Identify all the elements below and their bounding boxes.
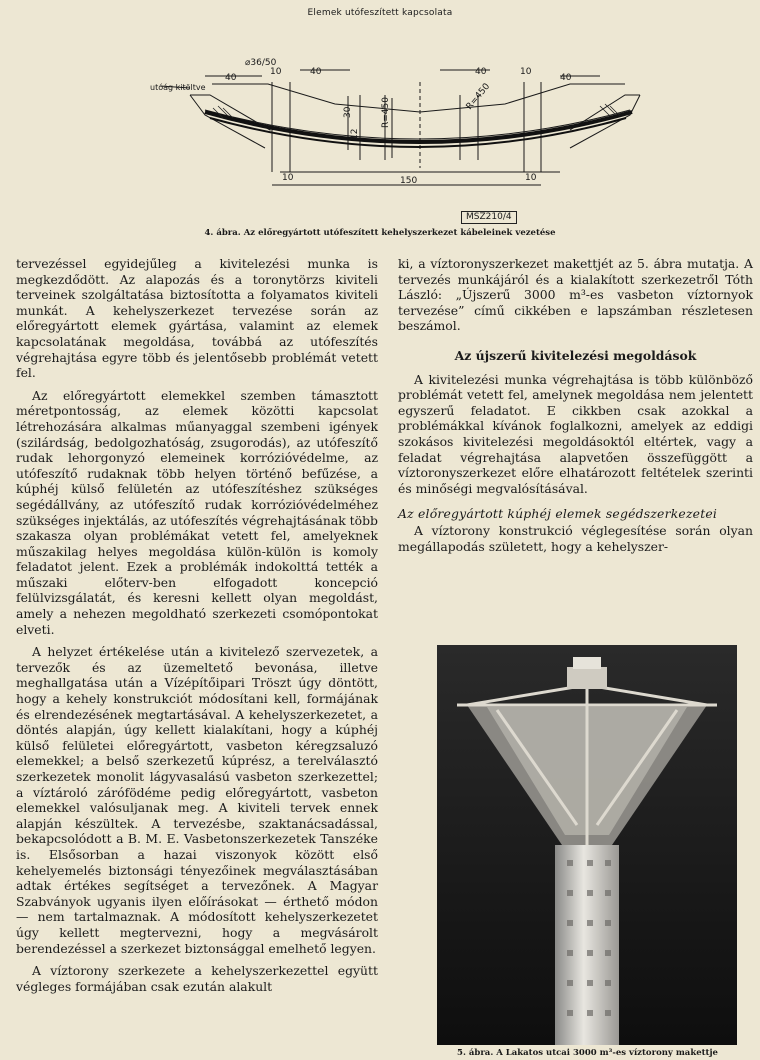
- paragraph: A víztorony konstrukció véglegesítése során olyan megállapodás született, hogy a kehelyszer-: [398, 522, 753, 554]
- standard-label: MSZ210/4: [461, 211, 517, 224]
- dim-label: 150: [400, 176, 418, 186]
- water-tower-model-photo: [437, 645, 737, 1045]
- figure-4: [0, 0, 760, 238]
- dim-label: 10: [520, 67, 532, 77]
- subheading: Az előregyártott kúphéj elemek segédszerkezetei: [398, 506, 718, 522]
- paragraph: A víztorony szerkezete a kehelyszerkezettel együtt végleges formájában csak ezután alakult: [16, 963, 378, 994]
- cable-detail-drawing: [0, 0, 760, 232]
- dim-label: 10: [525, 173, 537, 183]
- figure-caption: 5. ábra. A Lakatos utcai 3000 m³-es víztorony makettje: [457, 1048, 718, 1058]
- dim-label: 40: [310, 67, 322, 77]
- paragraph: Az előregyártott elemekkel szemben támasztott méretpontosság, az elemek közötti kapcsolat létrehozására alkalmas műanyaggal szembeni igények (szilárdság, bedolgozhatóság, zsugorodás), az utófeszítő rudak lehorgonyzó elemeinek korrózióvédelme, az utófeszítő rudaknak több helyen történő befűzése, a kúphéj külső felületén az utófeszítéshez szükséges segédállvány, az utófeszítő rudak korrózióvédelméhez szükséges injektálás, az utófeszítés végrehajtásának több szakasza olyan problémákat vetett fel, amelyeknek műszakilag helyes megoldása külön-külön is komoly feladatot jelent. Ezek a problémák indokolttá tették a műszaki előterv-ben elfogadott koncepció felülvizsgálatát, és keresni kellett olyan megoldást, amely a nehezen megoldható szerkezeti csomópontokat elveti.: [16, 387, 378, 637]
- paragraph: tervezéssel egyidejűleg a kivitelezési munka is megkezdődött. Az alapozás és a toronytörzs kiviteli terveinek szolgáltatása biztosította a folyamatos kiviteli munkát. A kehelyszerkezet tervezése során az előregyártott elemek gyártása, valamint az elemek kapcsolatának megoldása, továbbá az utófeszítés végrehajtása egyre több és jelentősebb problémát vetett fel.: [16, 256, 378, 381]
- paragraph: A helyzet értékelése után a kivitelező szervezetek, a tervezők és az üzemeltető bevonása, illetve meghallgatása után a Vízépítőipari Tröszt úgy döntött, hogy a kehely konstrukciót módosítani kell, formájának és elrendezésének megtartásával. A kehelyszerkezetet, a döntés alapján, úgy kellett kialakítani, hogy a kúphéj külső felületei előregyártott, vasbeton kéregzsaluzó elemekkel; a belső szerkezetű kúprész, a terelválasztó szerkezetek monolit lágyvasalású vasbeton szerkezettel; a víztároló zárófödéme pedig előregyártott, vasbeton elemekkel valósuljanak meg. A kiviteli tervek ennek alapján készültek. A tervezésbe, szaktanácsadással, bekapcsolódott a B. M. E. Vasbetonszerkezetek Tanszéke is. Elsősorban a hazai viszonyok között első kehelyemelés biztonsági tényezőinek megválasztásában adtak értékes segítséget a tervezőnek. A Magyar Szabványok ugyanis ilyen előírásokat — érthető módon — nem tartalmaznak. A módosított kehelyszerkezetet úgy kellett megtervezni, hogy a megvásárolt berendezéssel a szerkezet biztonsággal emelhető legyen.: [16, 644, 378, 956]
- section-heading: Az újszerű kivitelezési megoldások: [454, 347, 697, 363]
- bar-diameter-label: ⌀36/50: [245, 58, 277, 68]
- dim-label: 10: [270, 67, 282, 77]
- grout-label: utóág kitöltve: [150, 83, 206, 92]
- radius-label: R=450: [381, 97, 391, 128]
- left-column: [16, 256, 378, 1001]
- paragraph: A kivitelezési munka végrehajtása is több különböző problémát vetett fel, amelynek megoldása nem jelentett egyszerű feladatot. E cikkben csak azokkal a problémákkal kívánok foglalkozni, amelyek az eddigi szokásos kivitelezési megoldásoktól eltértek, vagy a feladat végrehajtása alapvetően összefüggött a víztoronyszerkezet előre elhatározott feltételek szerinti és minőségi megvalósításával.: [398, 371, 753, 496]
- dim-label: 40: [225, 73, 237, 83]
- dim-label: 40: [560, 73, 572, 83]
- right-column: [398, 256, 753, 561]
- tower-model-image: [437, 645, 737, 1045]
- dim-label: 12: [350, 128, 360, 140]
- figure-caption: 4. ábra. Az előregyártott utófeszített kehelyszerkezet kábeleinek vezetése: [204, 228, 556, 238]
- paragraph: ki, a víztoronyszerkezet makettjét az 5. ábra mutatja. A tervezés munkájáról és a kialakított szerkezetről Tóth László: „Újszerű 3000 m³-es vasbeton víztornyok tervezése” című cikkében e lapszámban részletesen beszámol.: [398, 256, 753, 334]
- figure-header: Elemek utófeszített kapcsolata: [307, 8, 453, 18]
- dim-label: 10: [282, 173, 294, 183]
- dim-label: 30: [343, 106, 353, 118]
- dim-label: 40: [475, 67, 487, 77]
- radius-label: R=450: [464, 81, 493, 112]
